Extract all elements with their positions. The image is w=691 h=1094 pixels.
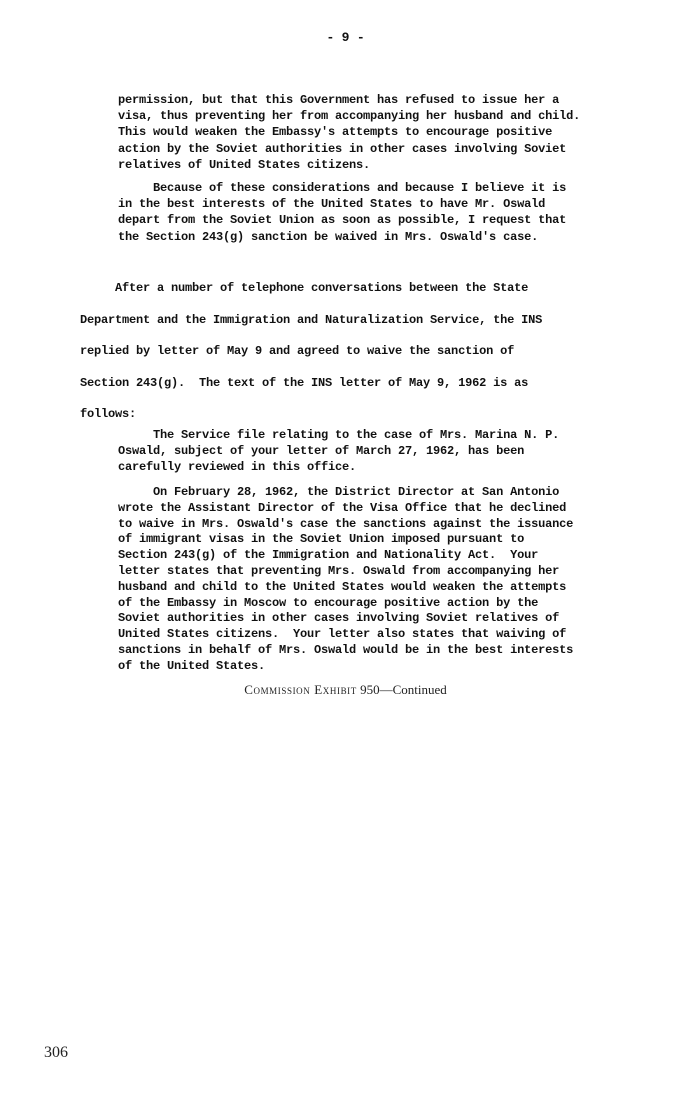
text-line: wrote the Assistant Director of the Visa Office that he declined	[118, 500, 567, 515]
text-line: This would weaken the Embassy's attempts to encourage positive	[118, 125, 553, 140]
exhibit-caption-number: 950	[360, 682, 380, 697]
exhibit-caption-suffix: —Continued	[379, 682, 447, 697]
exhibit-caption-label: Commission Exhibit	[244, 682, 357, 697]
text-line: letter states that preventing Mrs. Oswald from accompanying her	[118, 563, 560, 578]
text-line: permission, but that this Government has refused to issue her a	[118, 93, 560, 107]
text-line: The Service file relating to the case of Mrs. Marina N. P.	[118, 428, 560, 442]
text-line: of the Embassy in Moscow to encourage positive action by the	[118, 595, 539, 610]
text-line: the Section 243(g) sanction be waived in Mrs. Oswald's case.	[118, 229, 539, 244]
text-line: United States citizens. Your letter also states that waiving of	[118, 627, 567, 642]
text-line: On February 28, 1962, the District Director at San Antonio	[118, 485, 560, 499]
quoted-paragraph-request	[118, 180, 566, 245]
text-line: in the best interests of the United States to have Mr. Oswald	[118, 197, 546, 212]
text-line: Because of these considerations and because I believe it is	[118, 181, 567, 195]
text-line: relatives of United States citizens.	[118, 157, 371, 172]
text-line: Soviet authorities in other cases involving Soviet relatives of	[118, 611, 560, 626]
quoted-paragraph-permission	[118, 92, 580, 173]
text-line: husband and child to the United States would weaken the attempts	[118, 579, 567, 594]
text-line: of the United States.	[118, 658, 266, 673]
text-line: to waive in Mrs. Oswald's case the sanctions against the issuance	[118, 516, 574, 531]
quoted-paragraph-district-director	[118, 485, 573, 675]
text-line: After a number of telephone conversations between the State	[80, 281, 529, 295]
text-line: visa, thus preventing her from accompanying her husband and child.	[118, 109, 581, 124]
text-line: Oswald, subject of your letter of March 27, 1962, has been	[118, 444, 525, 459]
text-line: replied by letter of May 9 and agreed to waive the sanction of	[80, 344, 515, 358]
text-line: follows:	[80, 407, 137, 421]
body-paragraph-ins-reply	[80, 273, 542, 431]
text-line: of immigrant visas in the Soviet Union imposed pursuant to	[118, 532, 525, 547]
text-line: Section 243(g). The text of the INS letter of May 9, 1962 is as	[80, 375, 529, 390]
page-number: - 9 -	[326, 30, 365, 45]
volume-page-number: 306	[44, 1044, 68, 1061]
text-line: sanctions in behalf of Mrs. Oswald would be in the best interests	[118, 642, 574, 657]
text-line: Section 243(g) of the Immigration and Nationality Act. Your	[118, 548, 539, 563]
text-line: carefully reviewed in this office.	[118, 460, 357, 475]
text-line: Department and the Immigration and Naturalization Service, the INS	[80, 312, 543, 327]
text-line: action by the Soviet authorities in other cases involving Soviet	[118, 141, 567, 156]
text-line: depart from the Soviet Union as soon as possible, I request that	[118, 213, 567, 228]
quoted-paragraph-service-file	[118, 427, 559, 476]
exhibit-caption	[0, 682, 691, 698]
